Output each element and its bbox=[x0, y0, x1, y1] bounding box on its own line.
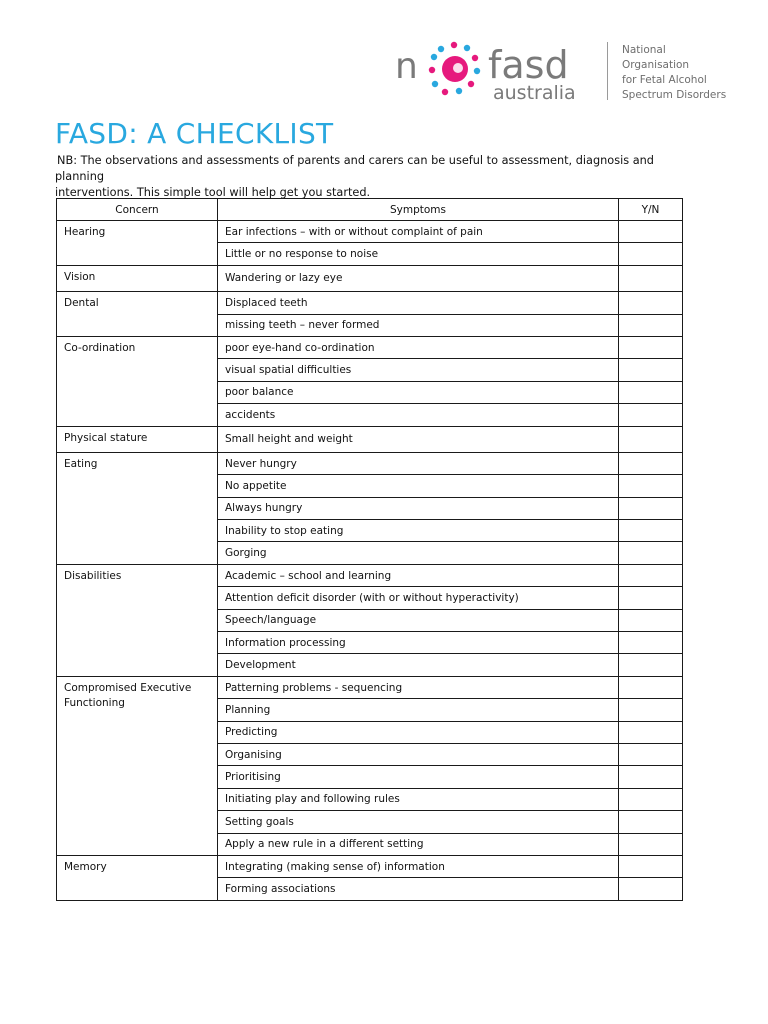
yes-no-answer-cell[interactable] bbox=[619, 404, 683, 426]
symptom-cell: Predicting bbox=[218, 721, 619, 743]
table-row bbox=[57, 855, 683, 877]
symptom-cell: Gorging bbox=[218, 542, 619, 564]
yes-no-answer-cell[interactable] bbox=[619, 632, 683, 654]
symptom-cell: Development bbox=[218, 654, 619, 676]
yes-no-answer-cell[interactable] bbox=[619, 609, 683, 631]
symptom-cell: Prioritising bbox=[218, 766, 619, 788]
symptom-cell: Organising bbox=[218, 743, 619, 765]
yes-no-answer-cell[interactable] bbox=[619, 721, 683, 743]
symptom-cell: Inability to stop eating bbox=[218, 520, 619, 542]
yes-no-answer-cell[interactable] bbox=[619, 314, 683, 336]
yes-no-answer-cell[interactable] bbox=[619, 676, 683, 698]
symptom-cell: Speech/language bbox=[218, 609, 619, 631]
table-row bbox=[57, 426, 683, 452]
yes-no-answer-cell[interactable] bbox=[619, 520, 683, 542]
yes-no-answer-cell[interactable] bbox=[619, 221, 683, 243]
symptom-cell: Ear infections – with or without complaint of pain bbox=[218, 221, 619, 243]
symptom-cell: Forming associations bbox=[218, 878, 619, 900]
logo-org-line: National bbox=[622, 44, 666, 56]
concern-cell: Co-ordination bbox=[57, 336, 218, 426]
symptom-cell: Never hungry bbox=[218, 452, 619, 474]
intro-line-1: NB: The observations and assessments of parents and carers can be useful to assessment, diagnosis and planning bbox=[55, 154, 654, 183]
symptom-cell: Always hungry bbox=[218, 497, 619, 519]
concern-cell: Hearing bbox=[57, 221, 218, 266]
table-row bbox=[57, 265, 683, 291]
yes-no-answer-cell[interactable] bbox=[619, 878, 683, 900]
yes-no-answer-cell[interactable] bbox=[619, 811, 683, 833]
symptom-cell: Small height and weight bbox=[218, 426, 619, 452]
concern-cell: Eating bbox=[57, 452, 218, 564]
symptom-cell: Information processing bbox=[218, 632, 619, 654]
table-row bbox=[57, 676, 683, 698]
intro-note bbox=[55, 153, 705, 201]
logo-org-line: for Fetal Alcohol bbox=[622, 74, 707, 86]
symptom-cell: accidents bbox=[218, 404, 619, 426]
table-header-row bbox=[57, 199, 683, 221]
logo-dot-ring-icon bbox=[429, 42, 480, 95]
yes-no-answer-cell[interactable] bbox=[619, 564, 683, 586]
nofasd-logo-mark bbox=[395, 40, 593, 102]
yes-no-answer-cell[interactable] bbox=[619, 654, 683, 676]
logo-org-line: Spectrum Disorders bbox=[622, 89, 727, 101]
concern-cell: Compromised Executive Functioning bbox=[57, 676, 218, 855]
yes-no-answer-cell[interactable] bbox=[619, 426, 683, 452]
concern-cell: Dental bbox=[57, 292, 218, 337]
yes-no-answer-cell[interactable] bbox=[619, 855, 683, 877]
intro-line-2: interventions. This simple tool will help get you started. bbox=[55, 186, 371, 199]
symptom-cell: Patterning problems - sequencing bbox=[218, 676, 619, 698]
column-header-symptoms: Symptoms bbox=[218, 199, 619, 221]
symptom-cell: Initiating play and following rules bbox=[218, 788, 619, 810]
concern-cell: Disabilities bbox=[57, 564, 218, 676]
table-row bbox=[57, 452, 683, 474]
column-header-yn: Y/N bbox=[619, 199, 683, 221]
yes-no-answer-cell[interactable] bbox=[619, 265, 683, 291]
symptom-cell: poor eye-hand co-ordination bbox=[218, 336, 619, 358]
concern-cell: Memory bbox=[57, 855, 218, 900]
yes-no-answer-cell[interactable] bbox=[619, 359, 683, 381]
yes-no-answer-cell[interactable] bbox=[619, 452, 683, 474]
logo-org-line: Organisation bbox=[622, 59, 690, 71]
table-row bbox=[57, 221, 683, 243]
yes-no-answer-cell[interactable] bbox=[619, 336, 683, 358]
nofasd-logo bbox=[395, 40, 727, 104]
symptom-cell: Setting goals bbox=[218, 811, 619, 833]
symptom-cell: Apply a new rule in a different setting bbox=[218, 833, 619, 855]
symptom-cell: Planning bbox=[218, 699, 619, 721]
yes-no-answer-cell[interactable] bbox=[619, 587, 683, 609]
logo-word-fasd: fasd bbox=[488, 43, 569, 87]
logo-divider bbox=[607, 42, 608, 100]
yes-no-answer-cell[interactable] bbox=[619, 542, 683, 564]
yes-no-answer-cell[interactable] bbox=[619, 497, 683, 519]
yes-no-answer-cell[interactable] bbox=[619, 475, 683, 497]
yes-no-answer-cell[interactable] bbox=[619, 699, 683, 721]
symptom-cell: Academic – school and learning bbox=[218, 564, 619, 586]
symptom-cell: No appetite bbox=[218, 475, 619, 497]
symptom-cell: poor balance bbox=[218, 381, 619, 403]
symptom-cell: Attention deficit disorder (with or without hyperactivity) bbox=[218, 587, 619, 609]
yes-no-answer-cell[interactable] bbox=[619, 243, 683, 265]
yes-no-answer-cell[interactable] bbox=[619, 381, 683, 403]
table-row bbox=[57, 564, 683, 586]
column-header-concern: Concern bbox=[57, 199, 218, 221]
concern-cell: Vision bbox=[57, 265, 218, 291]
symptom-cell: Little or no response to noise bbox=[218, 243, 619, 265]
symptom-cell: Integrating (making sense of) information bbox=[218, 855, 619, 877]
concern-cell: Physical stature bbox=[57, 426, 218, 452]
symptom-cell: Displaced teeth bbox=[218, 292, 619, 314]
yes-no-answer-cell[interactable] bbox=[619, 292, 683, 314]
table-row bbox=[57, 336, 683, 358]
yes-no-answer-cell[interactable] bbox=[619, 766, 683, 788]
symptom-cell: Wandering or lazy eye bbox=[218, 265, 619, 291]
symptom-cell: missing teeth – never formed bbox=[218, 314, 619, 336]
table-row bbox=[57, 292, 683, 314]
symptom-cell: visual spatial difficulties bbox=[218, 359, 619, 381]
logo-org-name bbox=[622, 43, 727, 103]
logo-letter-n: n bbox=[395, 46, 418, 87]
yes-no-answer-cell[interactable] bbox=[619, 743, 683, 765]
yes-no-answer-cell[interactable] bbox=[619, 833, 683, 855]
checklist-table bbox=[56, 198, 683, 901]
page-title: FASD: A CHECKLIST bbox=[55, 117, 334, 150]
logo-word-australia: australia bbox=[493, 82, 576, 104]
checklist-body bbox=[57, 221, 683, 901]
yes-no-answer-cell[interactable] bbox=[619, 788, 683, 810]
